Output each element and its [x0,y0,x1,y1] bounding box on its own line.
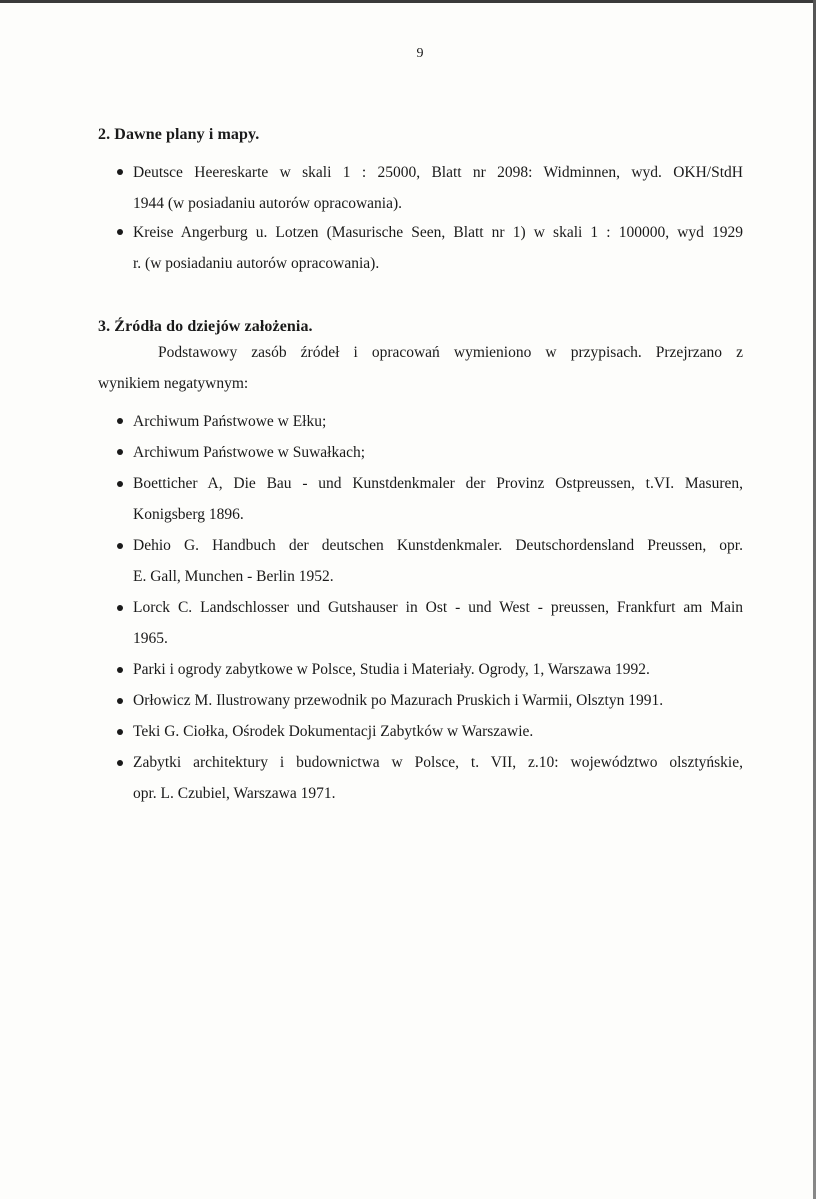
list-item-line: Lorck C. Landschlosser und Gutshauser in Ost - und West - preussen, Frankfurt am Main [133,599,743,616]
list-item-line: Dehio G. Handbuch der deutschen Kunstdenkmaler. Deutschordensland Preussen, opr. [133,537,743,554]
list-item-line: 1944 (w posiadaniu autorów opracowania). [133,195,403,212]
bullet-icon [117,169,123,175]
list-item-source-6 [133,654,743,685]
bullet-icon [117,729,123,735]
list-item-source-3 [133,468,743,530]
list-item-map-1 [133,157,743,219]
list-item-line: E. Gall, Munchen - Berlin 1952. [133,568,334,585]
bullet-icon [117,481,123,487]
list-item-source-5 [133,592,743,654]
list-item-line: opr. L. Czubiel, Warszawa 1971. [133,785,336,802]
list-item-line: Konigsberg 1896. [133,506,244,523]
list-item-source-1 [133,406,743,437]
bullet-icon [117,449,123,455]
bullet-icon [117,418,123,424]
bullet-icon [117,229,123,235]
list-item-source-7 [133,685,743,716]
list-item-line: Parki i ogrody zabytkowe w Polsce, Studia i Materiały. Ogrody, 1, Warszawa 1992. [133,661,650,678]
list-item-line: Orłowicz M. Ilustrowany przewodnik po Mazurach Pruskich i Warmii, Olsztyn 1991. [133,692,664,709]
section-heading-sources: 3. Źródła do dziejów założenia. [98,318,313,335]
list-item-source-8 [133,716,743,747]
bullet-icon [117,760,123,766]
scan-edge-top [0,0,816,3]
list-item-line: Zabytki architektury i budownictwa w Polsce, t. VII, z.10: województwo olsztyńskie, [133,754,743,771]
section-heading-plans-maps: 2. Dawne plany i mapy. [98,126,260,143]
list-item-line: Kreise Angerburg u. Lotzen (Masurische Seen, Blatt nr 1) w skali 1 : 100000, wyd 1929 [133,224,743,241]
list-item-line: Teki G. Ciołka, Ośrodek Dokumentacji Zabytków w Warszawie. [133,723,534,740]
bullet-icon [117,605,123,611]
list-item-line: 1965. [133,630,168,647]
bullet-icon [117,698,123,704]
list-item-line: Archiwum Państwowe w Ełku; [133,413,327,430]
bullet-icon [117,667,123,673]
list-item-line: r. (w posiadaniu autorów opracowania). [133,255,380,272]
list-item-line: Boetticher A, Die Bau - und Kunstdenkmaler der Provinz Ostpreussen, t.VI. Masuren, [133,475,743,492]
list-item-map-2 [133,217,743,279]
list-item-line: Deutsce Heereskarte w skali 1 : 25000, Blatt nr 2098: Widminnen, wyd. OKH/StdH [133,164,743,181]
list-item-source-9 [133,747,743,809]
page-number: 9 [416,46,424,61]
list-item-source-4 [133,530,743,592]
intro-line-1: Podstawowy zasób źródeł i opracowań wymieniono w przypisach. Przejrzano z [158,344,743,361]
bullet-icon [117,543,123,549]
list-item-line: Archiwum Państwowe w Suwałkach; [133,444,366,461]
intro-line-2: wynikiem negatywnym: [98,375,249,392]
list-item-source-2 [133,437,743,468]
